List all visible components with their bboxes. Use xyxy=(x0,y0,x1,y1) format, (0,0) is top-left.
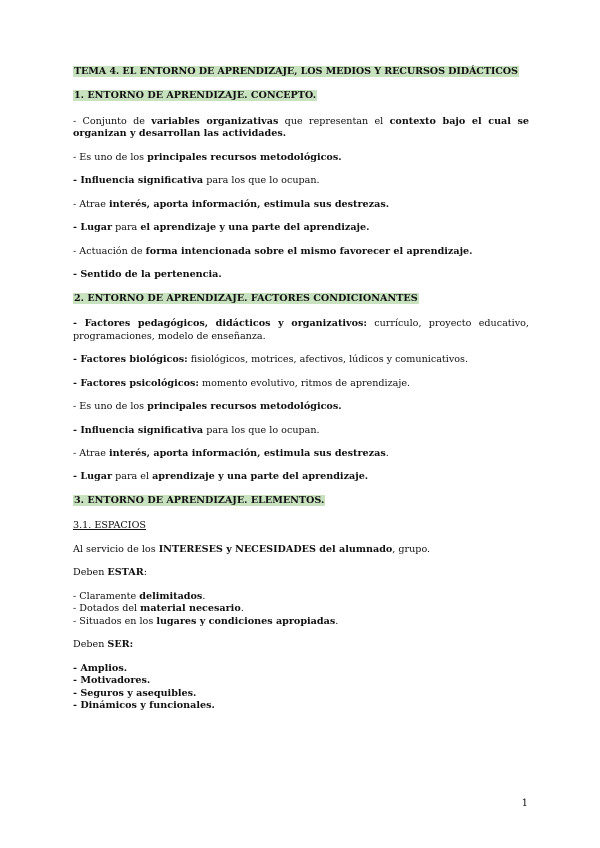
list-item: - Motivadores. xyxy=(73,675,151,687)
s1-paragraph-6: - Actuación de forma intencionada sobre el mismo favorecer el aprendizaje. xyxy=(73,245,473,257)
s1-paragraph-2: - Es uno de los principales recursos metodológicos. xyxy=(73,151,342,163)
s1-paragraph-5: - Lugar para el aprendizaje y una parte del aprendizaje. xyxy=(73,222,370,234)
estar-list xyxy=(73,591,529,628)
ser-list xyxy=(73,663,529,713)
s2-paragraph-6: - Atrae interés, aporta información, estimula sus destrezas. xyxy=(73,447,389,459)
list-item: - Amplios. xyxy=(73,662,128,674)
list-item: - Situados en los lugares y condiciones apropiadas. xyxy=(73,615,339,627)
deben-ser: Deben SER: xyxy=(73,639,134,651)
subsection-espacios: 3.1. ESPACIOS xyxy=(73,520,147,532)
deben-estar: Deben ESTAR: xyxy=(73,567,147,579)
s2-paragraph-2: - Factores biológicos: fisiológicos, motrices, afectivos, lúdicos y comunicativos. xyxy=(73,354,469,366)
s3-paragraph-1: Al servicio de los INTERESES y NECESIDADES del alumnado, grupo. xyxy=(73,543,431,555)
section-1-heading: 1. ENTORNO DE APRENDIZAJE. CONCEPTO. xyxy=(74,90,317,102)
s2-paragraph-4: - Es uno de los principales recursos metodológicos. xyxy=(73,401,342,413)
section-2-heading: 2. ENTORNO DE APRENDIZAJE. FACTORES CONDICIONANTES xyxy=(74,292,418,304)
section-3-heading: 3. ENTORNO DE APRENDIZAJE. ELEMENTOS. xyxy=(74,494,325,506)
s1-paragraph-1: - Conjunto de variables organizativas que representan el contexto bajo el cual se organizan y desarrollan las actividades. xyxy=(73,115,530,140)
s1-paragraph-3: - Influencia significativa para los que lo ocupan. xyxy=(73,175,320,187)
list-item: - Claramente delimitados. xyxy=(73,590,206,602)
s1-paragraph-7: - Sentido de la pertenencia. xyxy=(73,269,222,281)
page-number: 1 xyxy=(521,798,528,809)
document-body xyxy=(73,66,529,724)
s2-paragraph-5: - Influencia significativa para los que lo ocupan. xyxy=(73,424,320,436)
s2-paragraph-7: - Lugar para el aprendizaje y una parte del aprendizaje. xyxy=(73,471,369,483)
list-item: - Dotados del material necesario. xyxy=(73,603,244,615)
list-item: - Dinámicos y funcionales. xyxy=(73,700,215,712)
list-item: - Seguros y asequibles. xyxy=(73,687,197,699)
s1-paragraph-4: - Atrae interés, aporta información, estimula sus destrezas. xyxy=(73,198,390,210)
s2-paragraph-3: - Factores psicológicos: momento evolutivo, ritmos de aprendizaje. xyxy=(73,377,411,389)
document-title: TEMA 4. EL ENTORNO DE APRENDIZAJE, LOS MEDIOS Y RECURSOS DIDÁCTICOS xyxy=(74,66,518,77)
s2-paragraph-1: - Factores pedagógicos, didácticos y organizativos: currículo, proyecto educativo, programaciones, modelo de enseñanza. xyxy=(73,318,529,342)
